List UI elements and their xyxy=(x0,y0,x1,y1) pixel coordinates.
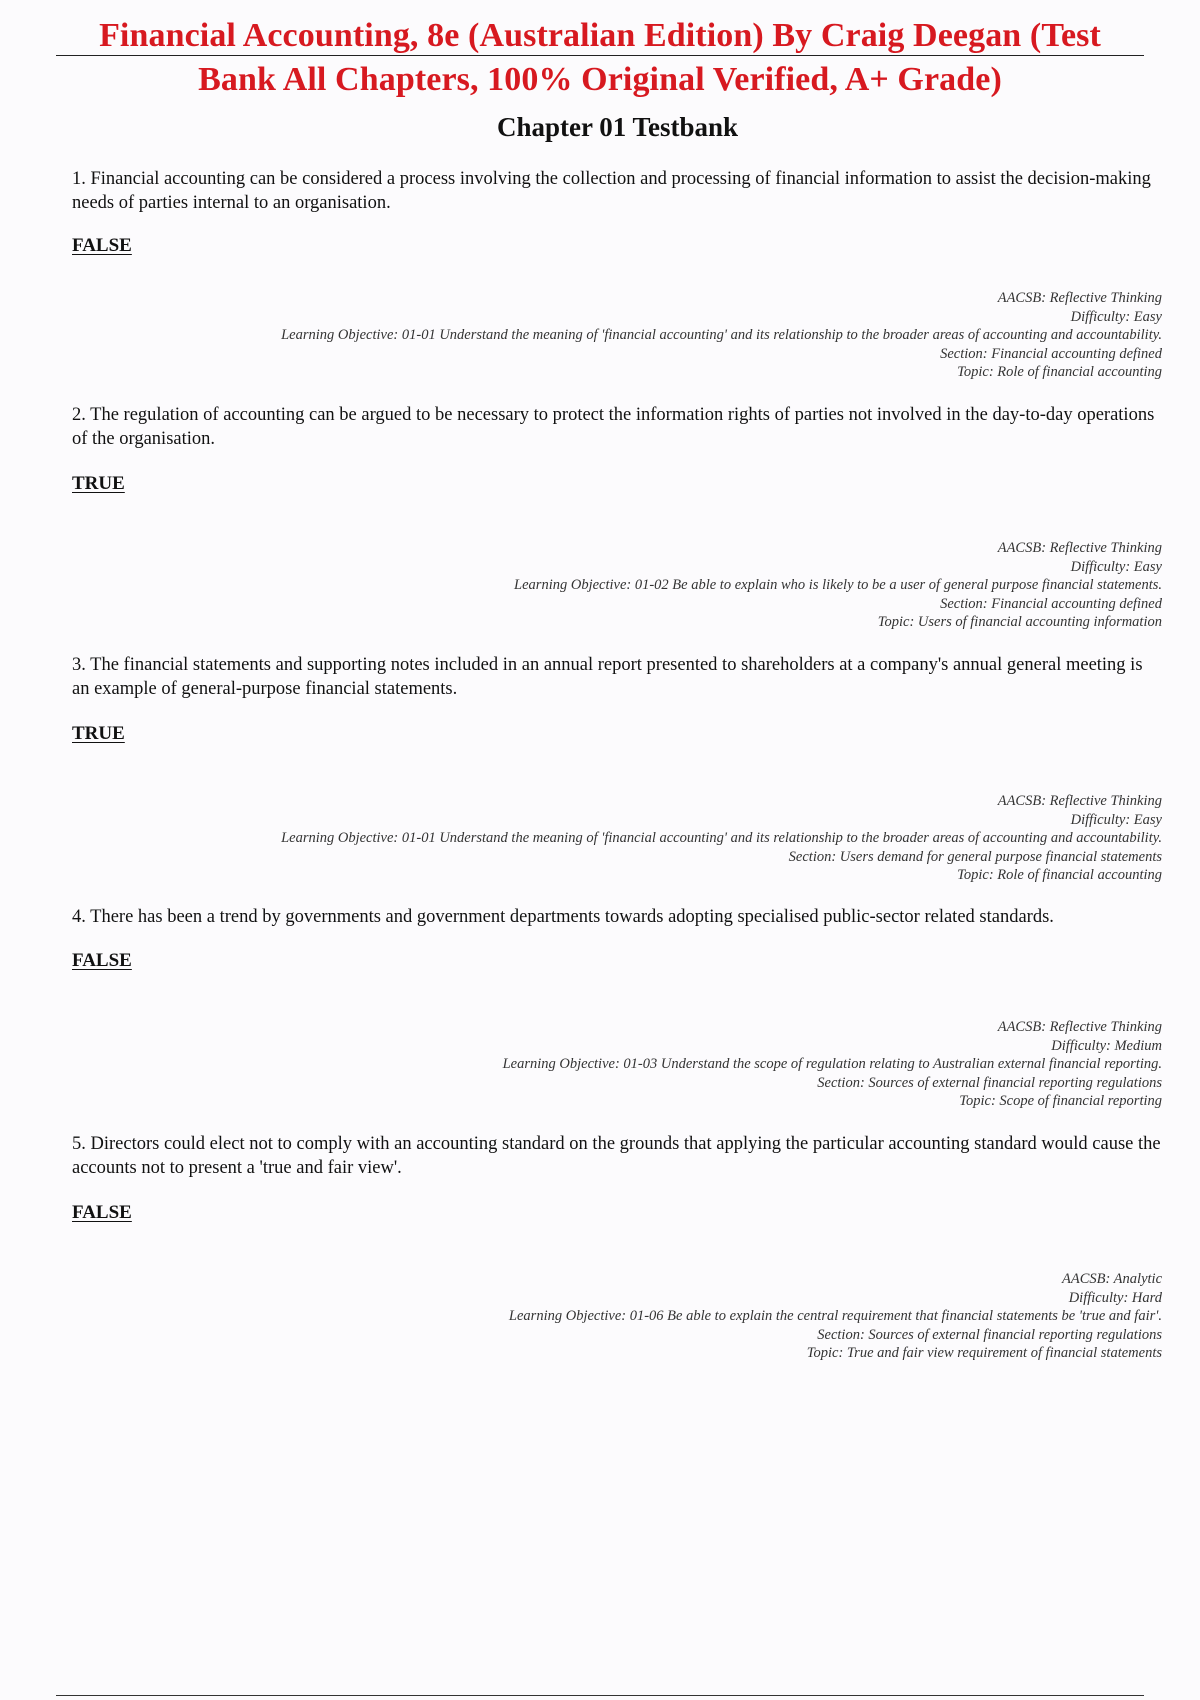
answer-label: FALSE xyxy=(72,235,132,256)
question-metadata xyxy=(514,539,1162,632)
answer-label: FALSE xyxy=(72,950,132,971)
aacsb-tag: AACSB: Analytic xyxy=(1062,1271,1162,1287)
difficulty-tag: Difficulty: Medium xyxy=(1051,1037,1162,1054)
learning-objective-tag: Learning Objective: 01-01 Understand the meaning of 'financial accounting' and its relationship to the broader areas of accounting and accountability. xyxy=(281,327,1162,343)
footer-rule xyxy=(56,1695,1144,1696)
difficulty-tag: Difficulty: Easy xyxy=(1070,308,1162,325)
topic-tag: Topic: Scope of financial reporting xyxy=(959,1093,1162,1109)
question-4 xyxy=(72,905,1162,1115)
topic-tag: Topic: True and fair view requirement of financial statements xyxy=(806,1345,1162,1361)
question-text: 5. Directors could elect not to comply with an accounting standard on the grounds that applying the particular accounting standard would cause the accounts not to present a 'true and fair view'. xyxy=(72,1134,1161,1178)
question-text: 1. Financial accounting can be considered a process involving the collection and processing of financial information to assist the decision-making needs of parties internal to an organisation. xyxy=(72,169,1151,213)
title-underline xyxy=(56,55,1144,56)
aacsb-tag: AACSB: Reflective Thinking xyxy=(997,540,1162,556)
question-3 xyxy=(72,653,1162,883)
section-tag: Section: Financial accounting defined xyxy=(940,595,1162,612)
difficulty-tag: Difficulty: Easy xyxy=(1070,558,1162,575)
question-metadata xyxy=(509,1270,1162,1363)
difficulty-tag: Difficulty: Easy xyxy=(1070,811,1162,828)
aacsb-tag: AACSB: Reflective Thinking xyxy=(997,793,1162,809)
section-tag: Section: Sources of external financial reporting regulations xyxy=(817,1326,1162,1343)
aacsb-tag: AACSB: Reflective Thinking xyxy=(997,1019,1162,1035)
chapter-heading: Chapter 01 Testbank xyxy=(496,112,739,142)
learning-objective-tag: Learning Objective: 01-02 Be able to explain who is likely to be a user of general purpose financial statements. xyxy=(514,577,1162,593)
section-tag: Section: Sources of external financial reporting regulations xyxy=(817,1074,1162,1091)
document-title: Financial Accounting, 8e (Australian Edition) By Craig Deegan (Test Bank All Chapters, 100% Original Verified, A+ Grade) xyxy=(99,17,1101,98)
topic-tag: Topic: Role of financial accounting xyxy=(957,867,1162,883)
answer-label: TRUE xyxy=(72,723,125,744)
question-2 xyxy=(72,403,1162,633)
question-text: 3. The financial statements and supporting notes included in an annual report presented to shareholders at a company's annual general meeting is an example of general-purpose financial statements. xyxy=(72,655,1143,699)
difficulty-tag: Difficulty: Hard xyxy=(1068,1289,1162,1306)
aacsb-tag: AACSB: Reflective Thinking xyxy=(997,290,1162,306)
learning-objective-tag: Learning Objective: 01-01 Understand the meaning of 'financial accounting' and its relationship to the broader areas of accounting and accountability. xyxy=(281,830,1162,846)
question-5 xyxy=(72,1132,1162,1372)
question-metadata xyxy=(281,289,1162,382)
question-1 xyxy=(72,167,1162,382)
question-text: 2. The regulation of accounting can be argued to be necessary to protect the information rights of parties not involved in the day-to-day operations of the organisation. xyxy=(72,405,1155,449)
section-tag: Section: Users demand for general purpose financial statements xyxy=(788,848,1162,865)
learning-objective-tag: Learning Objective: 01-06 Be able to explain the central requirement that financial statements be 'true and fair'. xyxy=(508,1308,1162,1324)
learning-objective-tag: Learning Objective: 01-03 Understand the scope of regulation relating to Australian external financial reporting. xyxy=(502,1056,1162,1072)
section-tag: Section: Financial accounting defined xyxy=(940,345,1162,362)
answer-label: TRUE xyxy=(72,473,125,494)
question-metadata xyxy=(503,1018,1162,1111)
answer-label: FALSE xyxy=(72,1202,132,1223)
topic-tag: Topic: Users of financial accounting information xyxy=(877,614,1162,630)
question-metadata xyxy=(281,792,1162,885)
question-text: 4. There has been a trend by governments and government departments towards adopting specialised public-sector related standards. xyxy=(72,907,1054,927)
topic-tag: Topic: Role of financial accounting xyxy=(957,364,1162,380)
